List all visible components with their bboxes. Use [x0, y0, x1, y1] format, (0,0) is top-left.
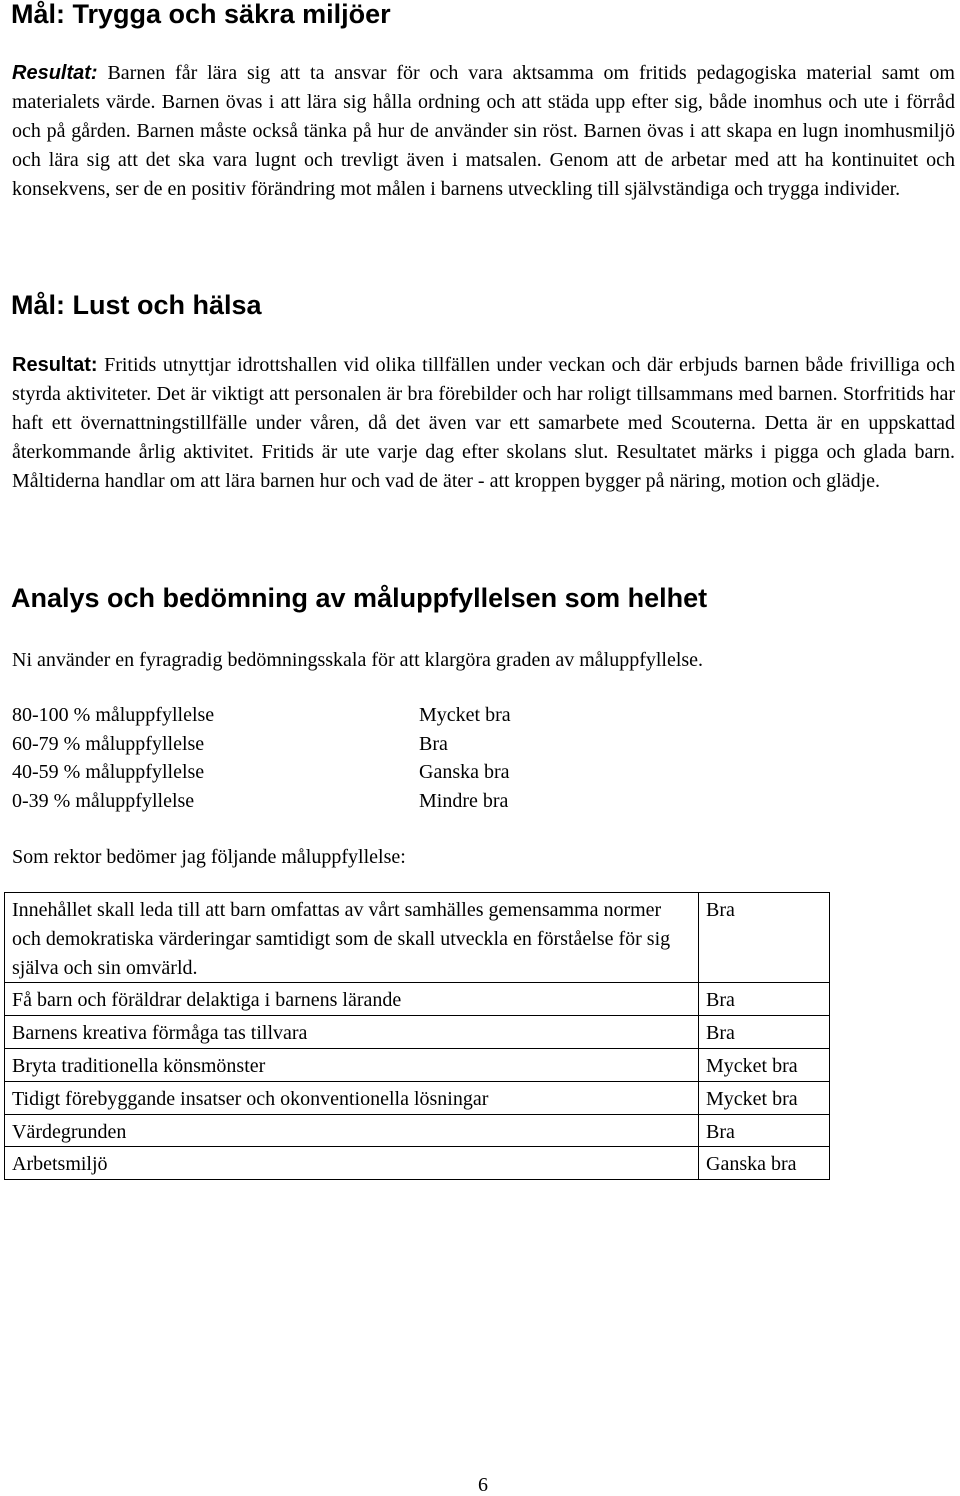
scale-grade: Bra — [419, 732, 448, 755]
scale-range: 80-100 % måluppfyllelse — [12, 704, 215, 726]
scale-grade: Ganska bra — [419, 761, 510, 783]
scale-grade: Mindre bra — [419, 789, 509, 812]
grade-cell: Mycket bra — [699, 1081, 830, 1114]
goal-cell: Värdegrunden — [5, 1114, 699, 1147]
scale-row — [12, 730, 712, 759]
heading-lust: Mål: Lust och hälsa — [11, 290, 262, 320]
result-label: Resultat: — [12, 62, 98, 84]
table-row — [5, 1048, 830, 1081]
grade-cell: Mycket bra — [699, 1048, 830, 1081]
heading-analys: Analys och bedömning av måluppfyllelsen som helhet — [11, 583, 708, 613]
table-row — [5, 983, 830, 1016]
paragraph-trygga — [12, 59, 955, 204]
table-row — [5, 1081, 830, 1114]
goal-cell: Arbetsmiljö — [5, 1147, 699, 1180]
scale-row — [12, 787, 712, 816]
scale-intro: Ni använder en fyragradig bedömningsskala för att klargöra graden av måluppfyllelse. — [12, 649, 704, 671]
table-row — [5, 1114, 830, 1147]
table-row — [5, 893, 830, 983]
heading-trygga: Mål: Trygga och säkra miljöer — [11, 0, 391, 29]
scale-row — [12, 758, 712, 787]
result-text: Fritids utnyttjar idrottshallen vid olika tillfällen under veckan och där erbjuds barnen både frivilliga och styrda aktiviteter. Det är viktigt att personalen är bra förebilder och har roligt tillsammans med barnen. Storfritids har haft ett övernattningstillfälle under våren, då det även var ett samarbete med Scouterna. Detta är en uppskattad återkommande årlig aktivitet. Fritids är ute varje dag efter skolans slut. Resultatet märks i pigga och glada barn. Måltiderna handlar om att lära barnen hur och vad de äter - att kroppen bygger på näring, motion och glädje. — [12, 354, 955, 493]
scale-grade: Mycket bra — [419, 704, 511, 726]
result-label: Resultat: — [12, 354, 98, 376]
grade-cell: Bra — [699, 1114, 830, 1147]
scale-range: 40-59 % måluppfyllelse — [12, 761, 205, 783]
scale-range: 60-79 % måluppfyllelse — [12, 732, 205, 755]
grade-cell: Bra — [699, 983, 830, 1016]
grade-cell: Bra — [699, 893, 830, 983]
scale-row — [12, 701, 712, 730]
page-number: 6 — [478, 1474, 488, 1496]
table-row — [5, 1147, 830, 1180]
assessment-table — [4, 892, 830, 1180]
goal-cell: Tidigt förebyggande insatser och okonventionella lösningar — [5, 1081, 699, 1114]
grade-cell: Ganska bra — [699, 1147, 830, 1180]
assessment-intro: Som rektor bedömer jag följande måluppfyllelse: — [12, 846, 406, 868]
result-text: Barnen får lära sig att ta ansvar för och vara aktsamma om fritids pedagogiska material samt om materialets värde. Barnen övas i att lära sig hålla ordning och att städa upp efter sig, både inomhus och ute i förråd och på gården. Barnen måste också tänka på hur de använder sin röst. Barnen övas i att skapa en lugn inomhusmiljö och lära sig att det ska vara lugnt och trevligt även i matsalen. Genom att de arbetar med att ha kontinuitet och konsekvens, ser de en positiv förändring mot målen i barnens utveckling till självständiga och trygga individer. — [12, 62, 955, 201]
goal-cell: Bryta traditionella könsmönster — [5, 1048, 699, 1081]
grade-cell: Bra — [699, 1016, 830, 1049]
scale-range: 0-39 % måluppfyllelse — [12, 789, 195, 812]
table-row — [5, 1016, 830, 1049]
goal-cell: Få barn och föräldrar delaktiga i barnens lärande — [5, 983, 699, 1016]
goal-cell: Innehållet skall leda till att barn omfattas av vårt samhälles gemensamma normer och demokratiska värderingar samtidigt som de skall utveckla en förståelse för sig själva och sin omvärld. — [5, 893, 699, 983]
paragraph-lust — [12, 351, 955, 496]
goal-cell: Barnens kreativa förmåga tas tillvara — [5, 1016, 699, 1049]
